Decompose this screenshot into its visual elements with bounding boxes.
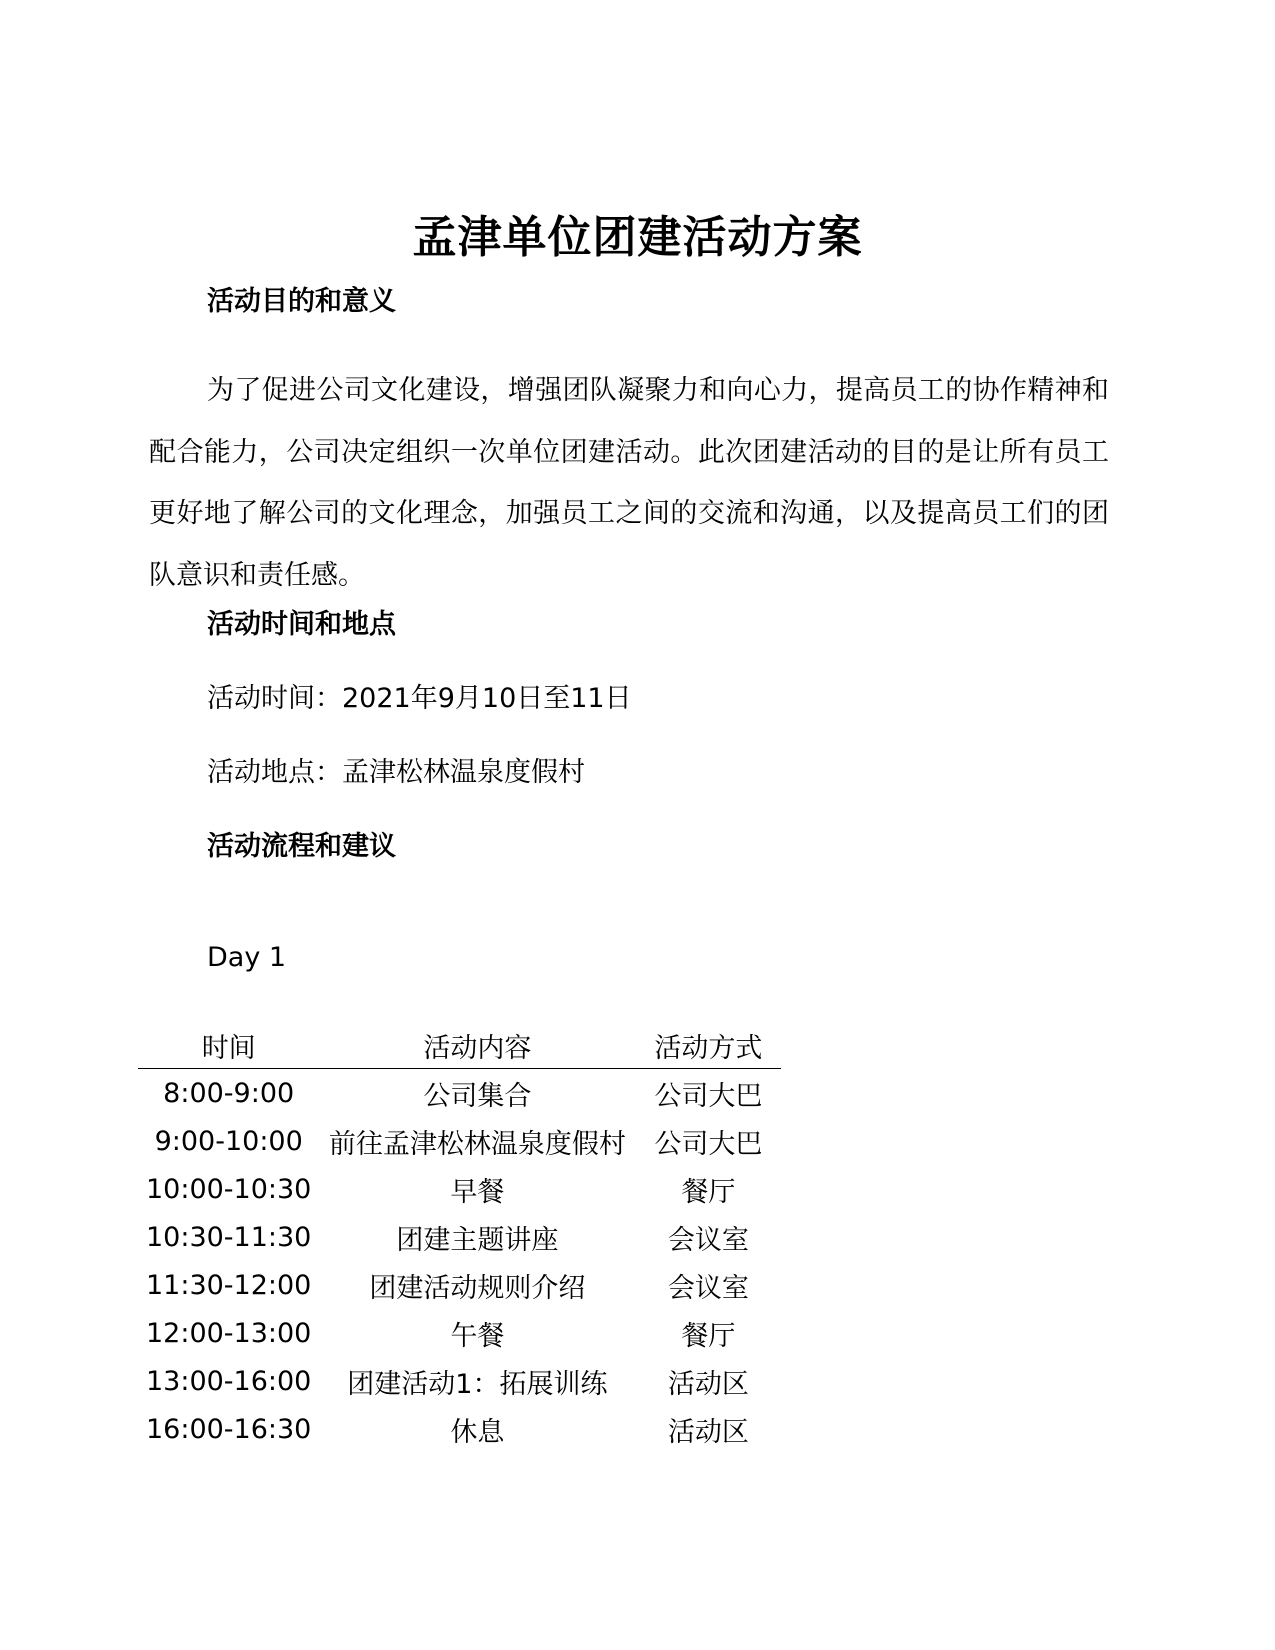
schedule-header-row xyxy=(138,1022,781,1069)
cell-method: 公司大巴 xyxy=(654,1080,763,1112)
section-heading-process: 活动流程和建议 xyxy=(207,831,396,862)
table-row xyxy=(138,1405,781,1453)
cell-content: 公司集合 xyxy=(423,1080,532,1112)
cell-time: 12:00-13:00 xyxy=(146,1317,312,1349)
activity-place-line: 活动地点：孟津松林温泉度假村 xyxy=(207,757,585,788)
schedule-table xyxy=(138,1022,781,1453)
cell-content: 午餐 xyxy=(450,1320,505,1352)
document-title: 孟津单位团建活动方案 xyxy=(412,212,863,263)
cell-content: 前往孟津松林温泉度假村 xyxy=(328,1128,626,1160)
activity-time-line: 活动时间：2021年9月10日至11日 xyxy=(207,683,632,714)
cell-content: 团建活动1：拓展训练 xyxy=(347,1368,608,1400)
cell-time: 16:00-16:30 xyxy=(146,1413,312,1445)
section-heading-purpose: 活动目的和意义 xyxy=(207,286,396,317)
cell-time: 13:00-16:00 xyxy=(146,1365,312,1397)
header-content: 活动内容 xyxy=(319,1022,635,1069)
cell-method: 活动区 xyxy=(667,1368,749,1400)
cell-method: 公司大巴 xyxy=(654,1128,763,1160)
cell-content: 团建主题讲座 xyxy=(396,1224,559,1256)
header-method: 活动方式 xyxy=(635,1022,781,1069)
table-row xyxy=(138,1069,781,1118)
table-row xyxy=(138,1357,781,1405)
cell-content: 早餐 xyxy=(450,1176,505,1208)
table-row xyxy=(138,1213,781,1261)
cell-time: 8:00-9:00 xyxy=(163,1077,295,1109)
section-heading-time-place: 活动时间和地点 xyxy=(207,609,396,640)
cell-method: 会议室 xyxy=(667,1272,749,1304)
day-heading: Day 1 xyxy=(207,942,287,973)
header-time: 时间 xyxy=(138,1022,319,1069)
table-row xyxy=(138,1309,781,1357)
cell-time: 10:00-10:30 xyxy=(146,1173,312,1205)
cell-time: 10:30-11:30 xyxy=(146,1221,312,1253)
cell-content: 休息 xyxy=(450,1416,505,1448)
cell-time: 9:00-10:00 xyxy=(154,1125,303,1157)
cell-time: 11:30-12:00 xyxy=(146,1269,312,1301)
cell-method: 活动区 xyxy=(667,1416,749,1448)
cell-method: 餐厅 xyxy=(681,1176,736,1208)
cell-method: 会议室 xyxy=(667,1224,749,1256)
table-row xyxy=(138,1117,781,1165)
table-row xyxy=(138,1261,781,1309)
cell-content: 团建活动规则介绍 xyxy=(369,1272,586,1304)
purpose-paragraph: 为了促进公司文化建设，增强团队凝聚力和向心力，提高员工的协作精神和配合能力，公司决定组织一次单位团建活动。此次团建活动的目的是让所有员工更好地了解公司的文化理念，加强员工之间的交流和沟通，以及提高员工们的团队意识和责任感。 xyxy=(149,375,1109,591)
table-row xyxy=(138,1165,781,1213)
cell-method: 餐厅 xyxy=(681,1320,736,1352)
